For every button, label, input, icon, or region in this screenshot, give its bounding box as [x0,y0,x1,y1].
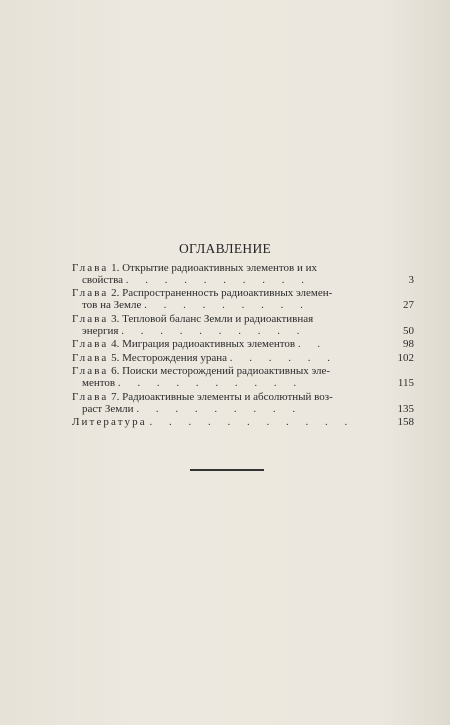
chapter-number: 7. [111,390,120,403]
chapter-title-continued: раст Земли [82,402,134,415]
toc-entry-chapter-6 [72,366,414,390]
toc-entry-chapter-3 [72,314,414,338]
literature-label: Литература [72,416,147,429]
leader-dots: . . [297,338,328,351]
chapter-number: 4. [111,338,120,351]
chapter-title: Поиски месторождений радиоактивных эле- [122,365,331,378]
chapter-title: Тепловой баланс Земли и радиоактивная [122,312,314,325]
page-number: 102 [397,351,414,364]
page-number: 3 [408,273,414,286]
chapter-title-continued: тов на Земле [82,299,142,312]
chapter-label: Глава [72,338,109,351]
chapter-number: 5. [111,351,120,364]
chapter-label: Глава [72,287,109,300]
toc-entry-literature [72,417,414,429]
page-number: 50 [403,324,414,337]
chapter-title-continued: энергия [82,324,119,337]
leader-dots: . . . . . . . . . . [121,324,307,337]
leader-dots: . . . . . . . . . . [125,273,312,286]
chapter-number: 1. [111,262,120,274]
chapter-label: Глава [72,312,109,325]
chapter-label: Глава [72,351,109,364]
leader-dots: . . . . . . [229,351,337,364]
table-of-contents [72,263,414,431]
page-number: 27 [403,299,414,312]
leader-dots: . . . . . . . . . [136,402,303,415]
chapter-number: 2. [111,287,120,300]
toc-entry-chapter-4 [72,339,414,351]
toc-entry-chapter-7 [72,392,414,416]
page-number: 135 [397,402,414,415]
chapter-title: Месторождения урана [122,351,227,364]
chapter-title: Открытие радиоактивных элементов и их [122,262,318,274]
page-number: 158 [397,416,414,429]
chapter-number: 6. [111,365,120,378]
leader-dots: . . . . . . . . . . [117,377,304,390]
chapter-title-continued: ментов [82,377,116,390]
toc-entry-chapter-5 [72,353,414,365]
chapter-label: Глава [72,390,109,403]
chapter-label: Глава [72,262,109,274]
chapter-number: 3. [111,312,120,325]
chapter-label: Глава [72,365,109,378]
toc-title: ОГЛАВЛЕНИЕ [178,241,272,256]
chapter-title: Радиоактивные элементы и абсолютный воз- [122,390,333,403]
toc-entry-chapter-1 [72,263,414,287]
chapter-title-continued: свойства [82,273,124,286]
chapter-title: Миграция радиоактивных элементов [122,338,296,351]
divider-rule [190,469,264,471]
page-number: 115 [397,377,414,390]
toc-entry-chapter-2 [72,288,414,312]
leader-dots: . . . . . . . . . . . [149,416,355,429]
chapter-title: Распространенность радиоактивных элемен- [122,287,333,300]
page-number: 98 [403,338,414,351]
leader-dots: . . . . . . . . . [144,299,310,312]
